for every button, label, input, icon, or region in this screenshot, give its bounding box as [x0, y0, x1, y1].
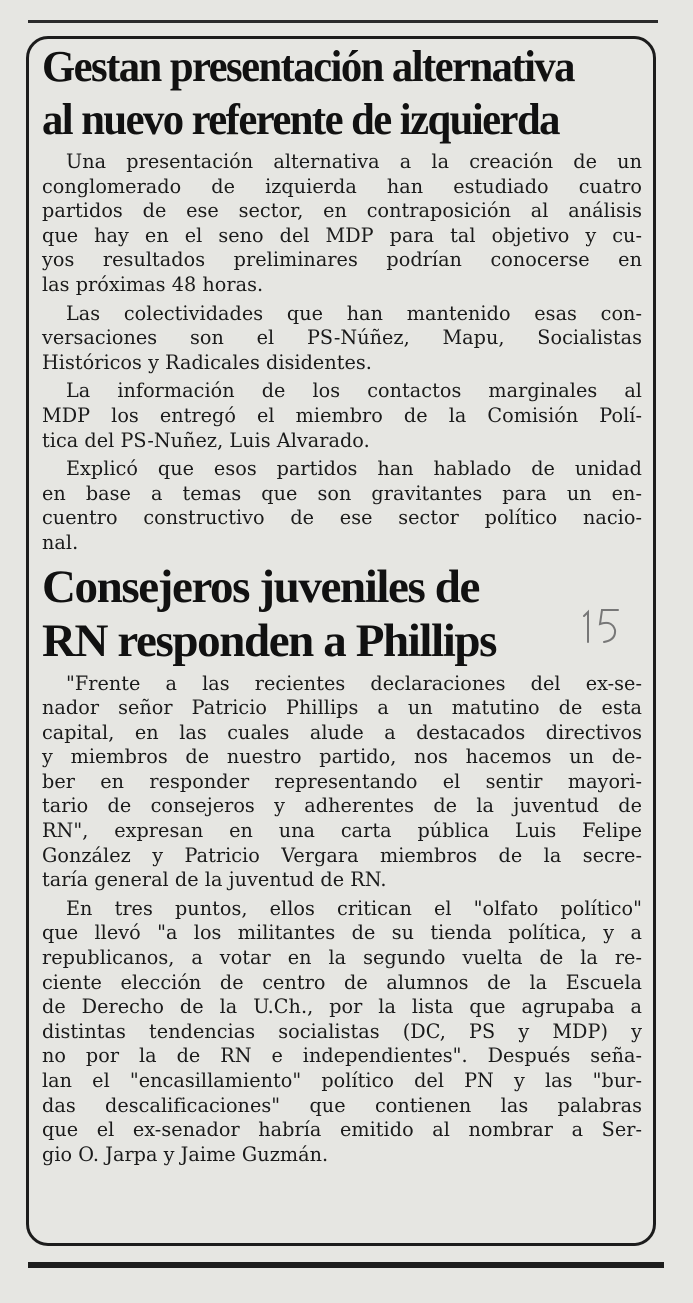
- clipping-content: [42, 40, 642, 1167]
- article-1: [42, 40, 642, 556]
- body-line: lan el "encasillamiento" político del PN y las "bur-: [42, 1069, 642, 1092]
- body-line: taría general de la juventud de RN.: [42, 868, 387, 892]
- body-line: tario de consejeros y adherentes de la juventud de: [42, 794, 642, 818]
- body-line: "Frente a las recientes declaraciones del ex-se-: [66, 671, 642, 695]
- body-line: distintas tendencias socialistas (DC, PS y MDP) y: [42, 1019, 642, 1043]
- body-line: González y Patricio Vergara miembros de la secre-: [42, 843, 642, 867]
- article-2: [42, 560, 642, 1168]
- body-line: que llevó "a los militantes de su tienda política, y a: [42, 921, 642, 945]
- body-line: capital, en las cuales alude a destacados directivos: [42, 720, 642, 744]
- body-line: ciente elección de centro de alumnos de la Escuela: [42, 970, 642, 994]
- article-2-paragraph-1: [42, 672, 642, 893]
- body-line: MDP los entregó el miembro de la Comisión Polí-: [42, 403, 642, 427]
- body-line: y miembros de nuestro partido, nos hacemos un de-: [42, 745, 642, 769]
- article-1-headline-line-2: al nuevo referente de izquierda: [42, 95, 559, 144]
- top-rule: [28, 20, 658, 23]
- body-line: versaciones son el PS-Núñez, Mapu, Socialistas: [42, 326, 642, 350]
- body-line: las próximas 48 horas.: [42, 272, 264, 296]
- article-2-headline-line-2: RN responden a Phillips: [42, 614, 497, 667]
- body-line: RN", expresan en una carta pública Luis Felipe: [42, 819, 642, 843]
- body-line: Explicó que esos partidos han hablado de unidad: [66, 457, 642, 481]
- body-line: gio O. Jarpa y Jaime Guzmán.: [42, 1142, 329, 1166]
- article-2-headline-line-1: Consejeros juveniles de: [42, 560, 479, 613]
- article-1-paragraph-1: [42, 150, 642, 298]
- body-line: nal.: [42, 530, 79, 554]
- article-1-paragraph-3: [42, 379, 642, 453]
- body-line: que el ex-senador habría emitido al nombrar a Ser-: [42, 1118, 642, 1142]
- body-line: das descalificaciones" que contienen las palabras: [42, 1093, 642, 1117]
- article-1-headline-line-1: Gestan presentación alternativa: [42, 42, 574, 91]
- body-line: Una presentación alternativa a la creación de un: [66, 150, 642, 173]
- body-line: yos resultados preliminares podrían conocerse en: [42, 248, 642, 272]
- article-2-paragraph-2: [42, 897, 642, 1168]
- handwritten-note: [578, 602, 628, 652]
- body-line: ber en responder representando el sentir mayori-: [42, 769, 642, 793]
- body-line: La información de los contactos marginales al: [66, 379, 642, 403]
- article-1-paragraph-2: [42, 302, 642, 376]
- body-line: que hay en el seno del MDP para tal objetivo y cu-: [42, 223, 642, 247]
- body-line: de Derecho de la U.Ch., por la lista que agrupaba a: [42, 995, 642, 1019]
- body-line: tica del PS-Nuñez, Luis Alvarado.: [42, 428, 370, 452]
- body-line: Las colectividades que han mantenido esas con-: [66, 301, 642, 325]
- body-line: en base a temas que son gravitantes para un en-: [42, 481, 642, 505]
- body-line: republicanos, a votar en la segundo vuelta de la re-: [42, 946, 642, 970]
- body-line: partidos de ese sector, en contraposición al análisis: [42, 199, 642, 223]
- body-line: conglomerado de izquierda han estudiado cuatro: [42, 174, 642, 198]
- body-line: no por la de RN e independientes". Después seña-: [42, 1044, 642, 1068]
- body-line: En tres puntos, ellos critican el "olfato político": [66, 896, 642, 920]
- article-1-paragraph-4: [42, 457, 642, 555]
- body-line: Históricos y Radicales disidentes.: [42, 350, 372, 374]
- body-line: cuentro constructivo de ese sector político nacio-: [42, 506, 642, 530]
- bottom-rule: [28, 1262, 664, 1268]
- body-line: nador señor Patricio Phillips a un matutino de esta: [42, 696, 642, 720]
